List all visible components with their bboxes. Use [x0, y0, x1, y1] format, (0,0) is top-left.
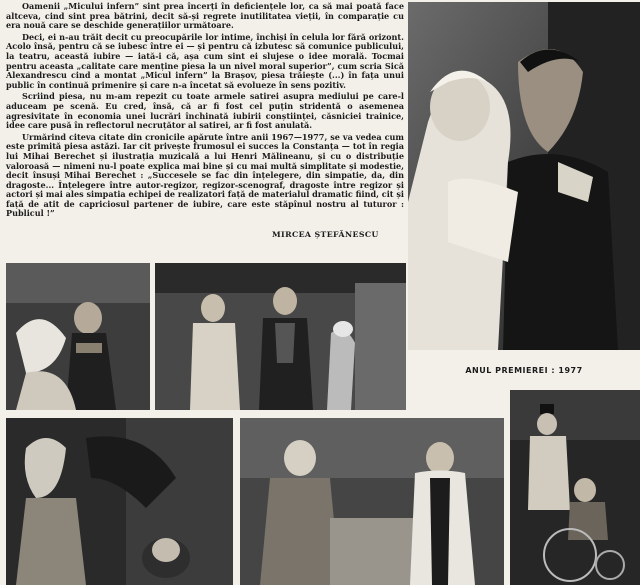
photo-wheelchair [510, 390, 640, 585]
author-signature: MIRCEA ȘTEFĂNESCU [272, 230, 379, 239]
paragraph-2: Deci, ei n-au trăit decit cu preocupările lor intime, închiși în celula lor fără orizont. Acolo însă, pentru că se iubesc între ei — și pentru că izbutesc să comunice publicului, la teatru, această iubire — iată-i că, așa cum sint ei slujese o idee morală. Tocmai pentru aceasta „calitate care menține piesa la un nivel moral superior”, cum scria Sică Alexandrescu cind a montat „Micul infern” la Brașov, piesa trăiește (...) în fața unui public în continuă primenire și care n-a încetat să evolueze în sens pozitiv. [6, 31, 404, 90]
paragraph-3: Scriind piesa, nu m-am repezit cu toate armele satirei asupra mediului pe care-l aduceam pe scenă. Eu cred, însă, că ar fi fost cel puțin stridentă o asemenea agresivitate în economia unei lucrări închinată iubirii conștiinței, căsniciei trainice, idee care pusă în reflectorul necruțător al satirei, ar fi fost anulată. [6, 91, 404, 131]
article-text [6, 2, 404, 221]
photo-scene-bouquet [6, 263, 150, 410]
photo-two-men-room [155, 263, 406, 410]
paragraph-4: Urmărind citeva citate din cronicile apărute între anii 1967—1977, se va vedea cum este primită piesa astăzi. Iar cit privește frumosul ei succes la Constanța — tot în regia lui Mihai Berechet și ilustrația muzicală a lui Henri Mălineanu, și cu o distribuție valoroasă — nimeni nu-l poate explica mai bine și cu mai multă simplitate și modestie, decit însuși Mihai Berechet : „Succesele se fac din înțelegere, din simpatie, da, din dragoste... Înțelegere între autor-regizor, regizor-scenograf, dragoste între regizor și actori și mai ales simpatia echipei de realizatori față de materialul dramatic fiind, cit și față de atit de capriciosul partener de iubire, care este stăpînul nostru al tuturor : Publicul !” [6, 131, 404, 219]
photo-gramophone [6, 418, 233, 585]
paragraph-1: Oamenii „Micului infern” sint prea încerți în deficiențele lor, ca să mai poată face altceva, cind sint prea bătrini, decit să-și regrete inutilitatea vieții, în comparație cu era nouă care se deschide generațiilor următoare. [6, 1, 404, 31]
premiere-caption: ANUL PREMIEREI : 1977 [465, 366, 583, 375]
photo-couple-embrace [408, 2, 640, 350]
photo-two-women [240, 418, 504, 585]
